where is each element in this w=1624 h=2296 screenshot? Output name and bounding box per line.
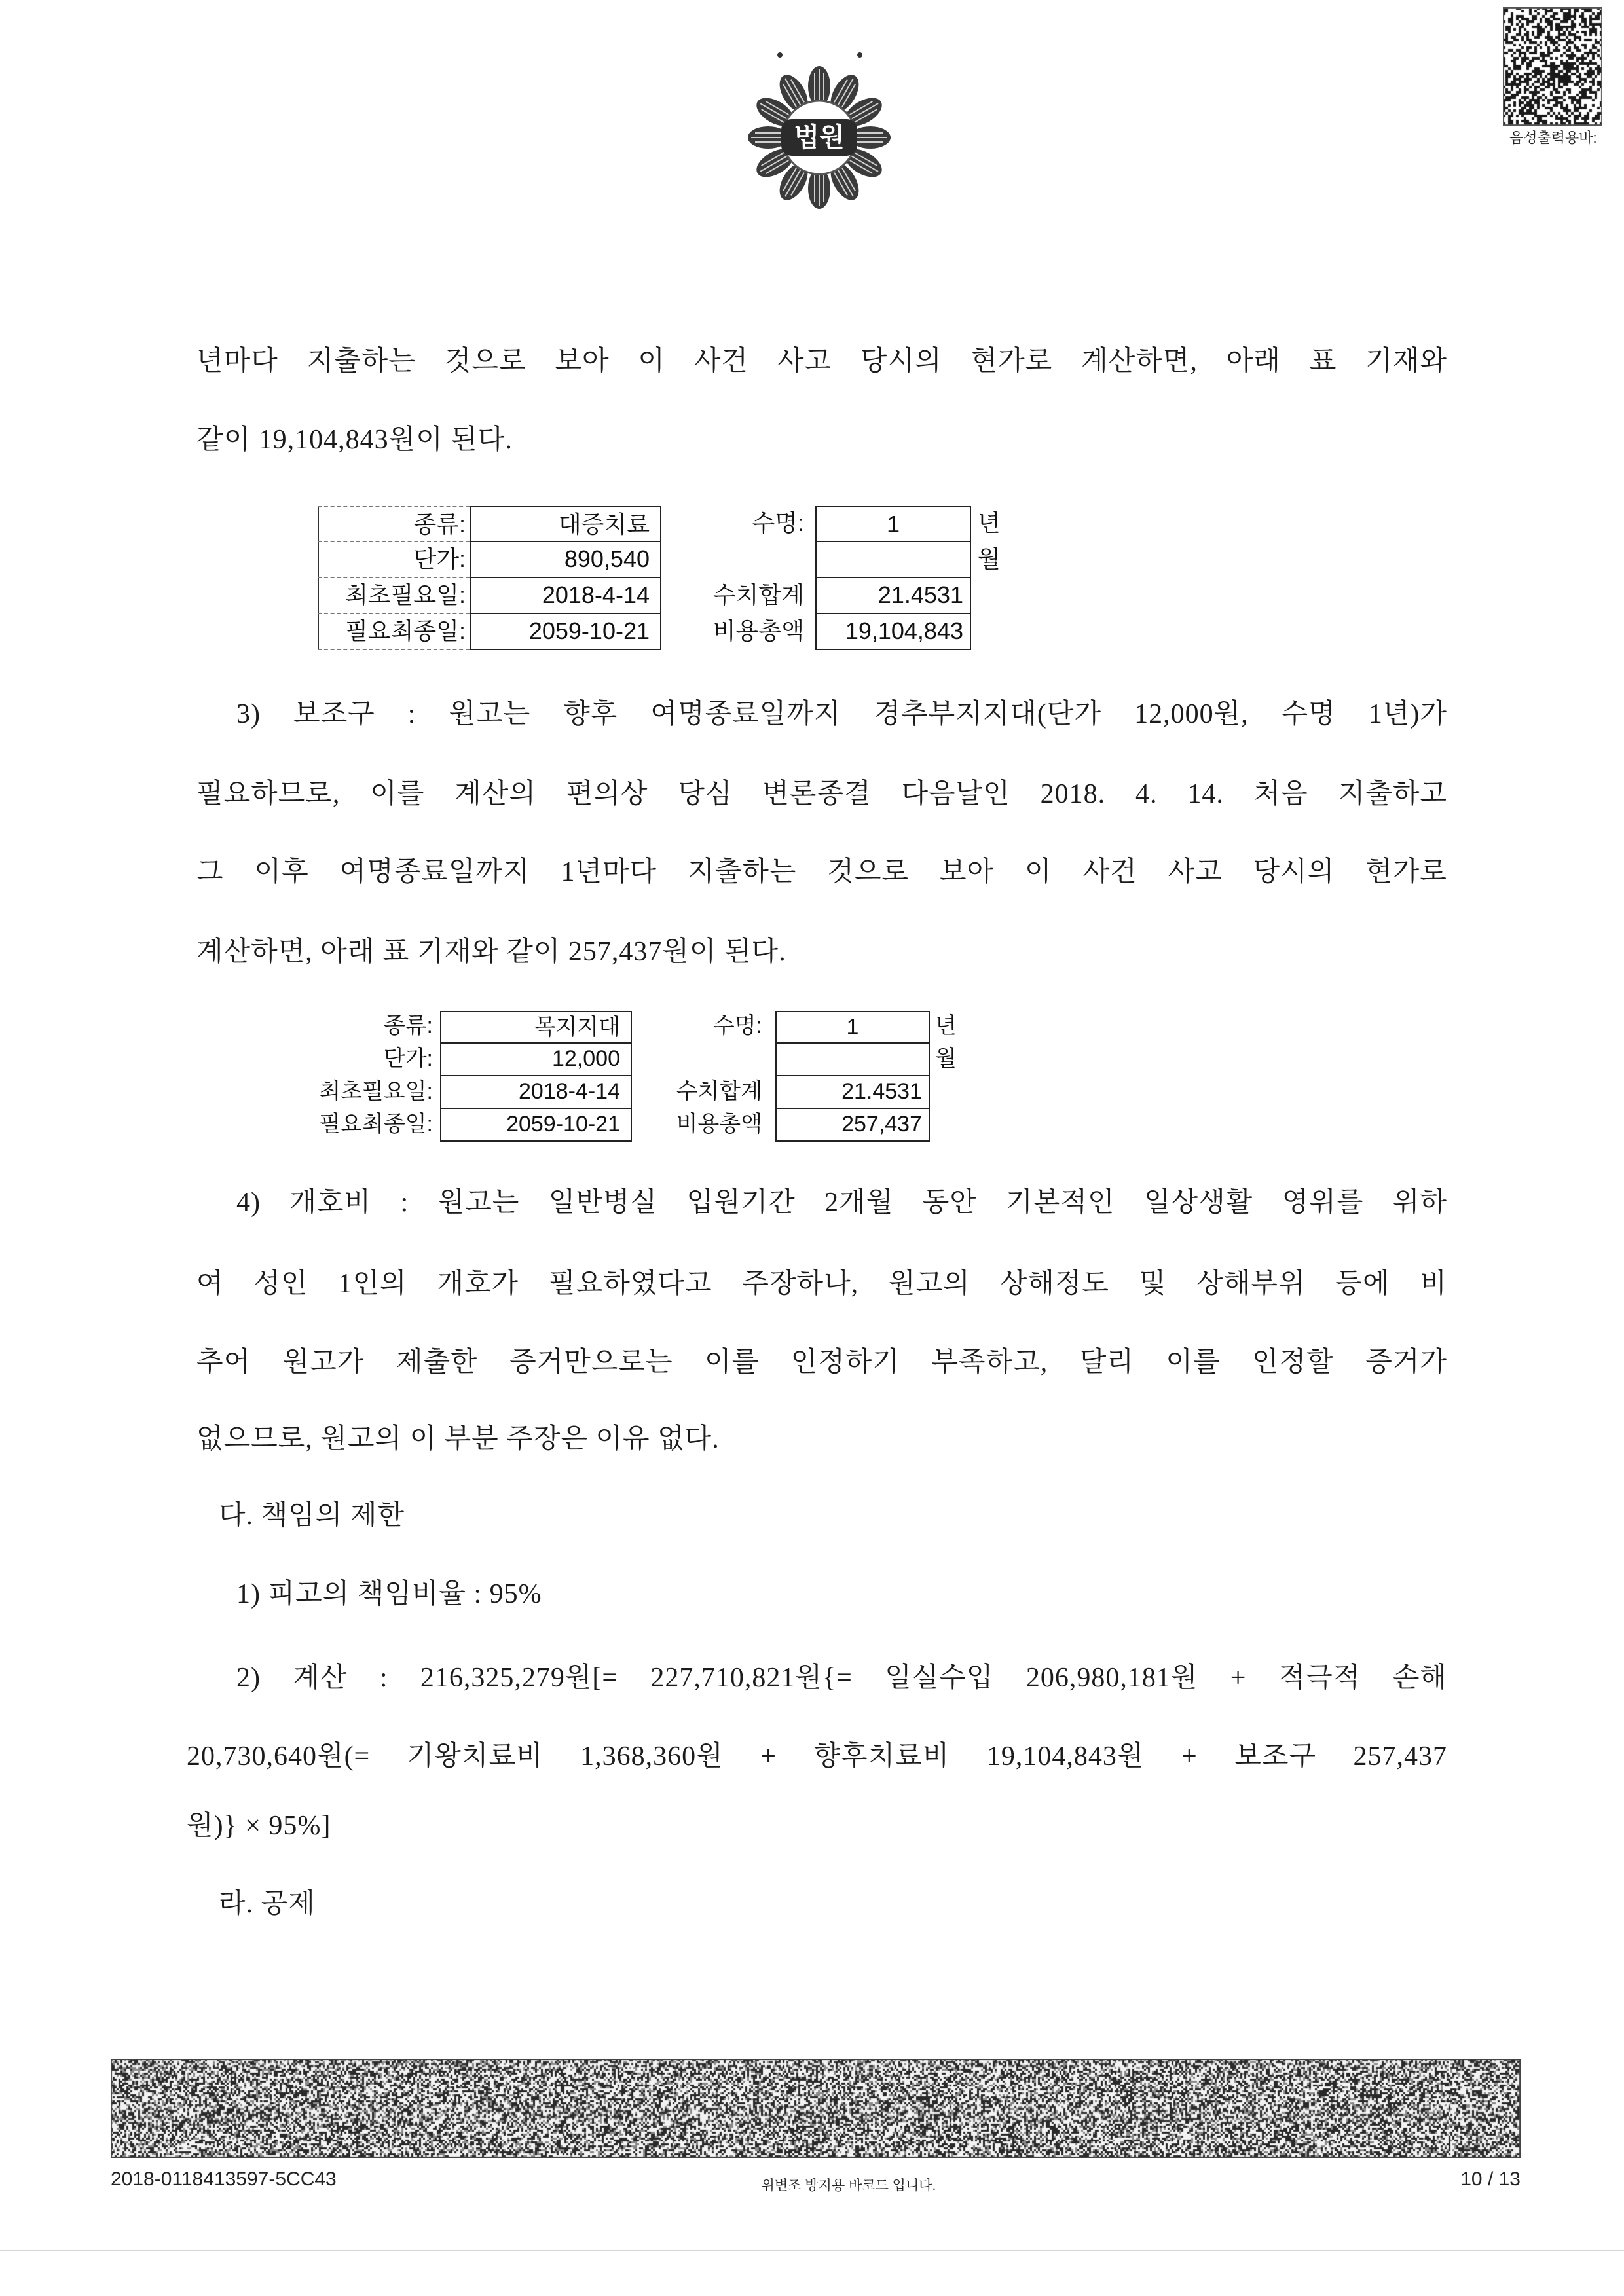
table-label: 필요최종일: — [319, 1112, 433, 1137]
table-right-label: 비용총액 — [712, 617, 804, 644]
table-row — [275, 1011, 963, 1044]
emblem-text: 법원 — [794, 123, 845, 152]
table-right-label: 수명: — [752, 509, 804, 536]
body-line: 같이 19,104,843원이 된다. — [196, 425, 513, 455]
table-row — [275, 1109, 963, 1142]
table-unit — [930, 1076, 963, 1109]
body-line: 4) 개호비 : 원고는 일반병실 입원기간 2개월 동안 기본적인 일상생활 영위를 위하 — [236, 1188, 1447, 1218]
table-label: 단가: — [318, 542, 470, 578]
table-right-label: 수치합계 — [712, 581, 804, 608]
table-label: 최초필요일: — [319, 1079, 433, 1104]
table-right-label: 수치합계 — [676, 1079, 762, 1104]
table-value: 2059-10-21 — [440, 1109, 632, 1142]
body-line: 계산하면, 아래 표 기재와 같이 257,437원이 된다. — [196, 937, 786, 967]
table-value: 2018-4-14 — [470, 578, 661, 614]
table-label: 종류: — [318, 506, 470, 542]
table-right-value: 21.4531 — [815, 578, 971, 614]
table-right-value: 21.4531 — [775, 1076, 930, 1109]
table-row — [318, 542, 1004, 578]
table-right-value: 1 — [815, 506, 971, 542]
table-right-value: 1 — [775, 1011, 930, 1044]
section-heading: 다. 책임의 제한 — [219, 1501, 405, 1531]
table-right-label — [681, 542, 811, 578]
document-id: 2018-0118413597-5CC43 — [111, 2168, 337, 2190]
table-value: 목지지대 — [440, 1011, 632, 1044]
court-emblem-icon — [741, 46, 898, 210]
table-right-value — [815, 542, 971, 578]
table-row — [318, 506, 1004, 542]
liability-ratio: 1) 피고의 책임비율 : 95% — [236, 1579, 542, 1609]
table-value: 12,000 — [440, 1044, 632, 1076]
body-line: 없으므로, 원고의 이 부분 주장은 이유 없다. — [196, 1424, 720, 1454]
table-value: 2059-10-21 — [470, 614, 661, 650]
body-line: 그 이후 여명종료일까지 1년마다 지출하는 것으로 보아 이 사건 사고 당시의 현가로 — [196, 857, 1447, 887]
table-right-value — [775, 1044, 930, 1076]
table-unit — [930, 1109, 963, 1142]
table-value: 890,540 — [470, 542, 661, 578]
table-unit: 월 — [935, 1046, 957, 1071]
table-unit — [971, 578, 1004, 614]
table-unit: 월 — [978, 545, 1001, 572]
barcode-note: 위변조 방지용 바코드 입니다. — [761, 2178, 936, 2193]
table-right-value: 257,437 — [775, 1109, 930, 1142]
body-line: 3) 보조구 : 원고는 향후 여명종료일까지 경추부지지대(단가 12,000원, 수명 1년)가 — [236, 699, 1447, 729]
body-line: 여 성인 1인의 개호가 필요하였다고 주장하나, 원고의 상해정도 및 상해부위 등에 비 — [196, 1269, 1447, 1299]
table-right-value: 19,104,843 — [815, 614, 971, 650]
table-row — [318, 614, 1004, 650]
table-value: 2018-4-14 — [440, 1076, 632, 1109]
symptomatic-treatment-cost-table — [318, 506, 1004, 650]
qr-code — [1503, 7, 1602, 126]
neck-brace-cost-table — [275, 1011, 963, 1142]
anti-forgery-barcode — [111, 2059, 1521, 2158]
table-right-label — [655, 1044, 767, 1076]
scan-edge-line — [0, 2250, 1624, 2251]
table-unit — [971, 614, 1004, 650]
table-label: 종류: — [383, 1013, 433, 1038]
table-label: 최초필요일: — [318, 578, 470, 614]
table-right-label: 수명: — [712, 1013, 762, 1038]
table-value: 대증치료 — [470, 506, 661, 542]
table-row — [275, 1076, 963, 1109]
table-right-label: 비용총액 — [676, 1112, 762, 1137]
body-line: 추어 원고가 제출한 증거만으로는 이를 인정하기 부족하고, 달리 이를 인정할 증거가 — [196, 1347, 1447, 1377]
section-heading: 라. 공제 — [219, 1889, 316, 1919]
barcode-label: 음성출력용바: — [1509, 130, 1597, 146]
body-line: 년마다 지출하는 것으로 보아 이 사건 사고 당시의 현가로 계산하면, 아래 표 기재와 — [196, 346, 1447, 376]
table-label: 필요최종일: — [318, 614, 470, 650]
table-unit: 년 — [935, 1013, 957, 1038]
table-label: 단가: — [383, 1046, 433, 1071]
calculation-line: 20,730,640원(= 기왕치료비 1,368,360원 + 향후치료비 19,104,843원 + 보조구 257,437 — [187, 1741, 1447, 1772]
calculation-line: 원)} × 95%] — [187, 1811, 331, 1841]
page-number: 10 / 13 — [1460, 2168, 1521, 2190]
table-row — [318, 578, 1004, 614]
table-row — [275, 1044, 963, 1076]
calculation-line: 2) 계산 : 216,325,279원[= 227,710,821원{= 일실수입 206,980,181원 + 적극적 손해 — [236, 1663, 1447, 1693]
table-unit: 년 — [978, 509, 1001, 536]
body-line: 필요하므로, 이를 계산의 편의상 당심 변론종결 다음날인 2018. 4. 14. 처음 지출하고 — [196, 779, 1447, 809]
